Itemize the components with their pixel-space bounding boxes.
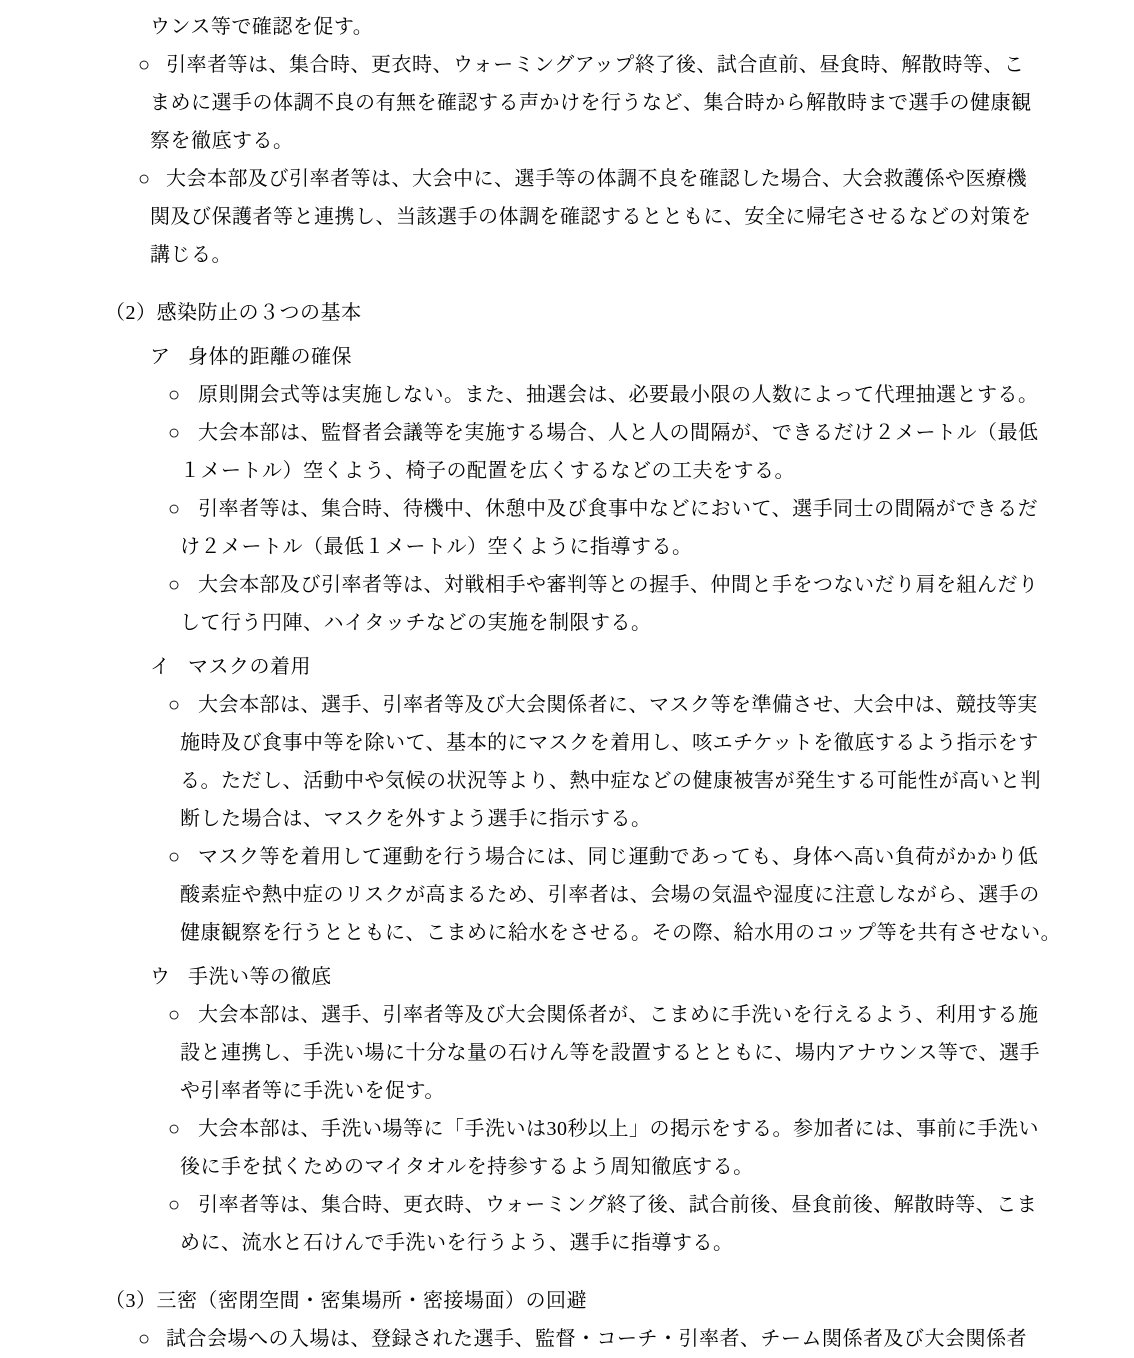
bullet-item-first-line bbox=[105, 686, 1090, 724]
text-line: 大会本部は、選手、引率者等及び大会関係者に、マスク等を準備させ、大会中は、競技等実 bbox=[198, 694, 1038, 716]
text-line: 原則開会式等は実施しない。また、抽選会は、必要最小限の人数によって代理抽選とする。 bbox=[198, 384, 1039, 406]
bullet-item bbox=[105, 1320, 1090, 1358]
bullet-marker: ○ bbox=[168, 1194, 181, 1216]
text-line: 酸素症や熱中症のリスクが高まるため、引率者は、会場の気温や湿度に注意しながら、選手の bbox=[180, 884, 1040, 906]
bullet-item-first-line bbox=[105, 838, 1090, 876]
bullet-item-first-line bbox=[105, 160, 1090, 198]
text-line: 施時及び食事中等を除いて、基本的にマスクを着用し、咳エチケットを徹底するよう指示をす bbox=[180, 732, 1039, 754]
bullet-item-first-line bbox=[105, 414, 1090, 452]
subsection-marker: イ bbox=[150, 656, 170, 678]
text-line: 設と連携し、手洗い場に十分な量の石けん等を設置するとともに、場内アナウンス等で、選手 bbox=[180, 1042, 1040, 1064]
subsection-title: 手洗い等の徹底 bbox=[188, 966, 332, 988]
text-line: 断した場合は、マスクを外すよう選手に指示する。 bbox=[180, 808, 652, 830]
bullet-item bbox=[105, 686, 1090, 838]
text-line: や引率者等に手洗いを促す。 bbox=[180, 1080, 445, 1102]
bullet-marker: ○ bbox=[168, 498, 181, 520]
text-line: めに、流水と石けんで手洗いを行うよう、選手に指導する。 bbox=[180, 1232, 734, 1254]
section-heading: （2）感染防止の３つの基本 bbox=[105, 302, 362, 324]
subsection-title: 身体的距離の確保 bbox=[188, 346, 352, 368]
text-line: 察を徹底する。 bbox=[150, 130, 294, 152]
bullet-item bbox=[105, 996, 1090, 1110]
text-line: 引率者等は、集合時、待機中、休憩中及び食事中などにおいて、選手同士の間隔ができるだ bbox=[198, 498, 1039, 520]
text-line: け２メートル（最低１メートル）空くように指導する。 bbox=[180, 536, 693, 558]
bullet-item-first-line bbox=[105, 490, 1090, 528]
subsection-heading bbox=[105, 958, 1090, 996]
bullet-item-first-line bbox=[105, 1110, 1090, 1148]
text-line: 大会本部は、手洗い場等に「手洗いは30秒以上」の掲示をする。参加者には、事前に手洗い bbox=[198, 1118, 1039, 1140]
text-line: る。ただし、活動中や気候の状況等より、熱中症などの健康被害が発生する可能性が高いと判 bbox=[180, 770, 1041, 792]
bullet-item-first-line bbox=[105, 996, 1090, 1034]
section-heading: （3）三密（密閉空間・密集場所・密接場面）の回避 bbox=[105, 1290, 587, 1312]
bullet-item-first-line bbox=[105, 1186, 1090, 1224]
bullet-marker: ○ bbox=[138, 1328, 151, 1350]
bullet-marker: ○ bbox=[138, 54, 151, 76]
text-line: マスク等を着用して運動を行う場合には、同じ運動であっても、身体へ高い負荷がかかり低 bbox=[198, 846, 1039, 868]
text-line: 引率者等は、集合時、更衣時、ウォーミングアップ終了後、試合直前、昼食時、解散時等、こ bbox=[166, 54, 1025, 76]
bullet-marker: ○ bbox=[168, 694, 181, 716]
text-line: 大会本部は、監督者会議等を実施する場合、人と人の間隔が、できるだけ２メートル（最低 bbox=[198, 422, 1039, 444]
bullet-marker: ○ bbox=[168, 422, 181, 444]
text-line: 後に手を拭くためのマイタオルを持参するよう周知徹底する。 bbox=[180, 1156, 754, 1178]
text-line: 引率者等は、集合時、更衣時、ウォーミング終了後、試合前後、昼食前後、解散時等、こま bbox=[198, 1194, 1038, 1216]
bullet-marker: ○ bbox=[168, 574, 181, 596]
bullet-item-first-line bbox=[105, 46, 1090, 84]
bullet-marker: ○ bbox=[168, 384, 181, 406]
bullet-item bbox=[105, 160, 1090, 274]
bullet-item bbox=[105, 566, 1090, 642]
bullet-item bbox=[105, 490, 1090, 566]
bullet-item bbox=[105, 838, 1090, 952]
text-line: １メートル）空くよう、椅子の配置を広くするなどの工夫をする。 bbox=[180, 460, 795, 482]
text-line: 関及び保護者等と連携し、当該選手の体調を確認するとともに、安全に帰宅させるなどの対策を bbox=[150, 206, 1032, 228]
bullet-marker: ○ bbox=[168, 846, 181, 868]
subsection-title: マスクの着用 bbox=[188, 656, 311, 678]
bullet-item bbox=[105, 1186, 1090, 1262]
text-line: 大会本部は、選手、引率者等及び大会関係者が、こまめに手洗いを行えるよう、利用する施 bbox=[198, 1004, 1039, 1026]
bullet-item-first-line bbox=[105, 566, 1090, 604]
subsection-heading bbox=[105, 648, 1090, 686]
subsection-heading bbox=[105, 338, 1090, 376]
bullet-item-first-line bbox=[105, 1320, 1090, 1358]
text-line: 大会本部及び引率者等は、大会中に、選手等の体調不良を確認した場合、大会救護係や医療機 bbox=[166, 168, 1027, 190]
bullet-marker: ○ bbox=[168, 1004, 181, 1026]
text-line: 試合会場への入場は、登録された選手、監督・コーチ・引率者、チーム関係者及び大会関係者 bbox=[166, 1328, 1027, 1350]
bullet-item-first-line bbox=[105, 376, 1090, 414]
bullet-item bbox=[105, 46, 1090, 160]
text-line: して行う円陣、ハイタッチなどの実施を制限する。 bbox=[180, 612, 652, 634]
subsection-marker: ア bbox=[150, 346, 170, 368]
bullet-item bbox=[105, 414, 1090, 490]
bullet-item bbox=[105, 376, 1090, 414]
subsection-marker: ウ bbox=[150, 966, 170, 988]
bullet-item bbox=[105, 1110, 1090, 1186]
text-line: 大会本部及び引率者等は、対戦相手や審判等との握手、仲間と手をつないだり肩を組んだり bbox=[198, 574, 1039, 596]
bullet-marker: ○ bbox=[138, 168, 151, 190]
text-line: まめに選手の体調不良の有無を確認する声かけを行うなど、集合時から解散時まで選手の健康観 bbox=[150, 92, 1032, 114]
continuation-line: ウンス等で確認を促す。 bbox=[150, 16, 374, 38]
text-line: 健康観察を行うとともに、こまめに給水をさせる。その際、給水用のコップ等を共有させない。 bbox=[180, 922, 1062, 944]
text-line: 講じる。 bbox=[150, 244, 232, 266]
bullet-marker: ○ bbox=[168, 1118, 181, 1140]
